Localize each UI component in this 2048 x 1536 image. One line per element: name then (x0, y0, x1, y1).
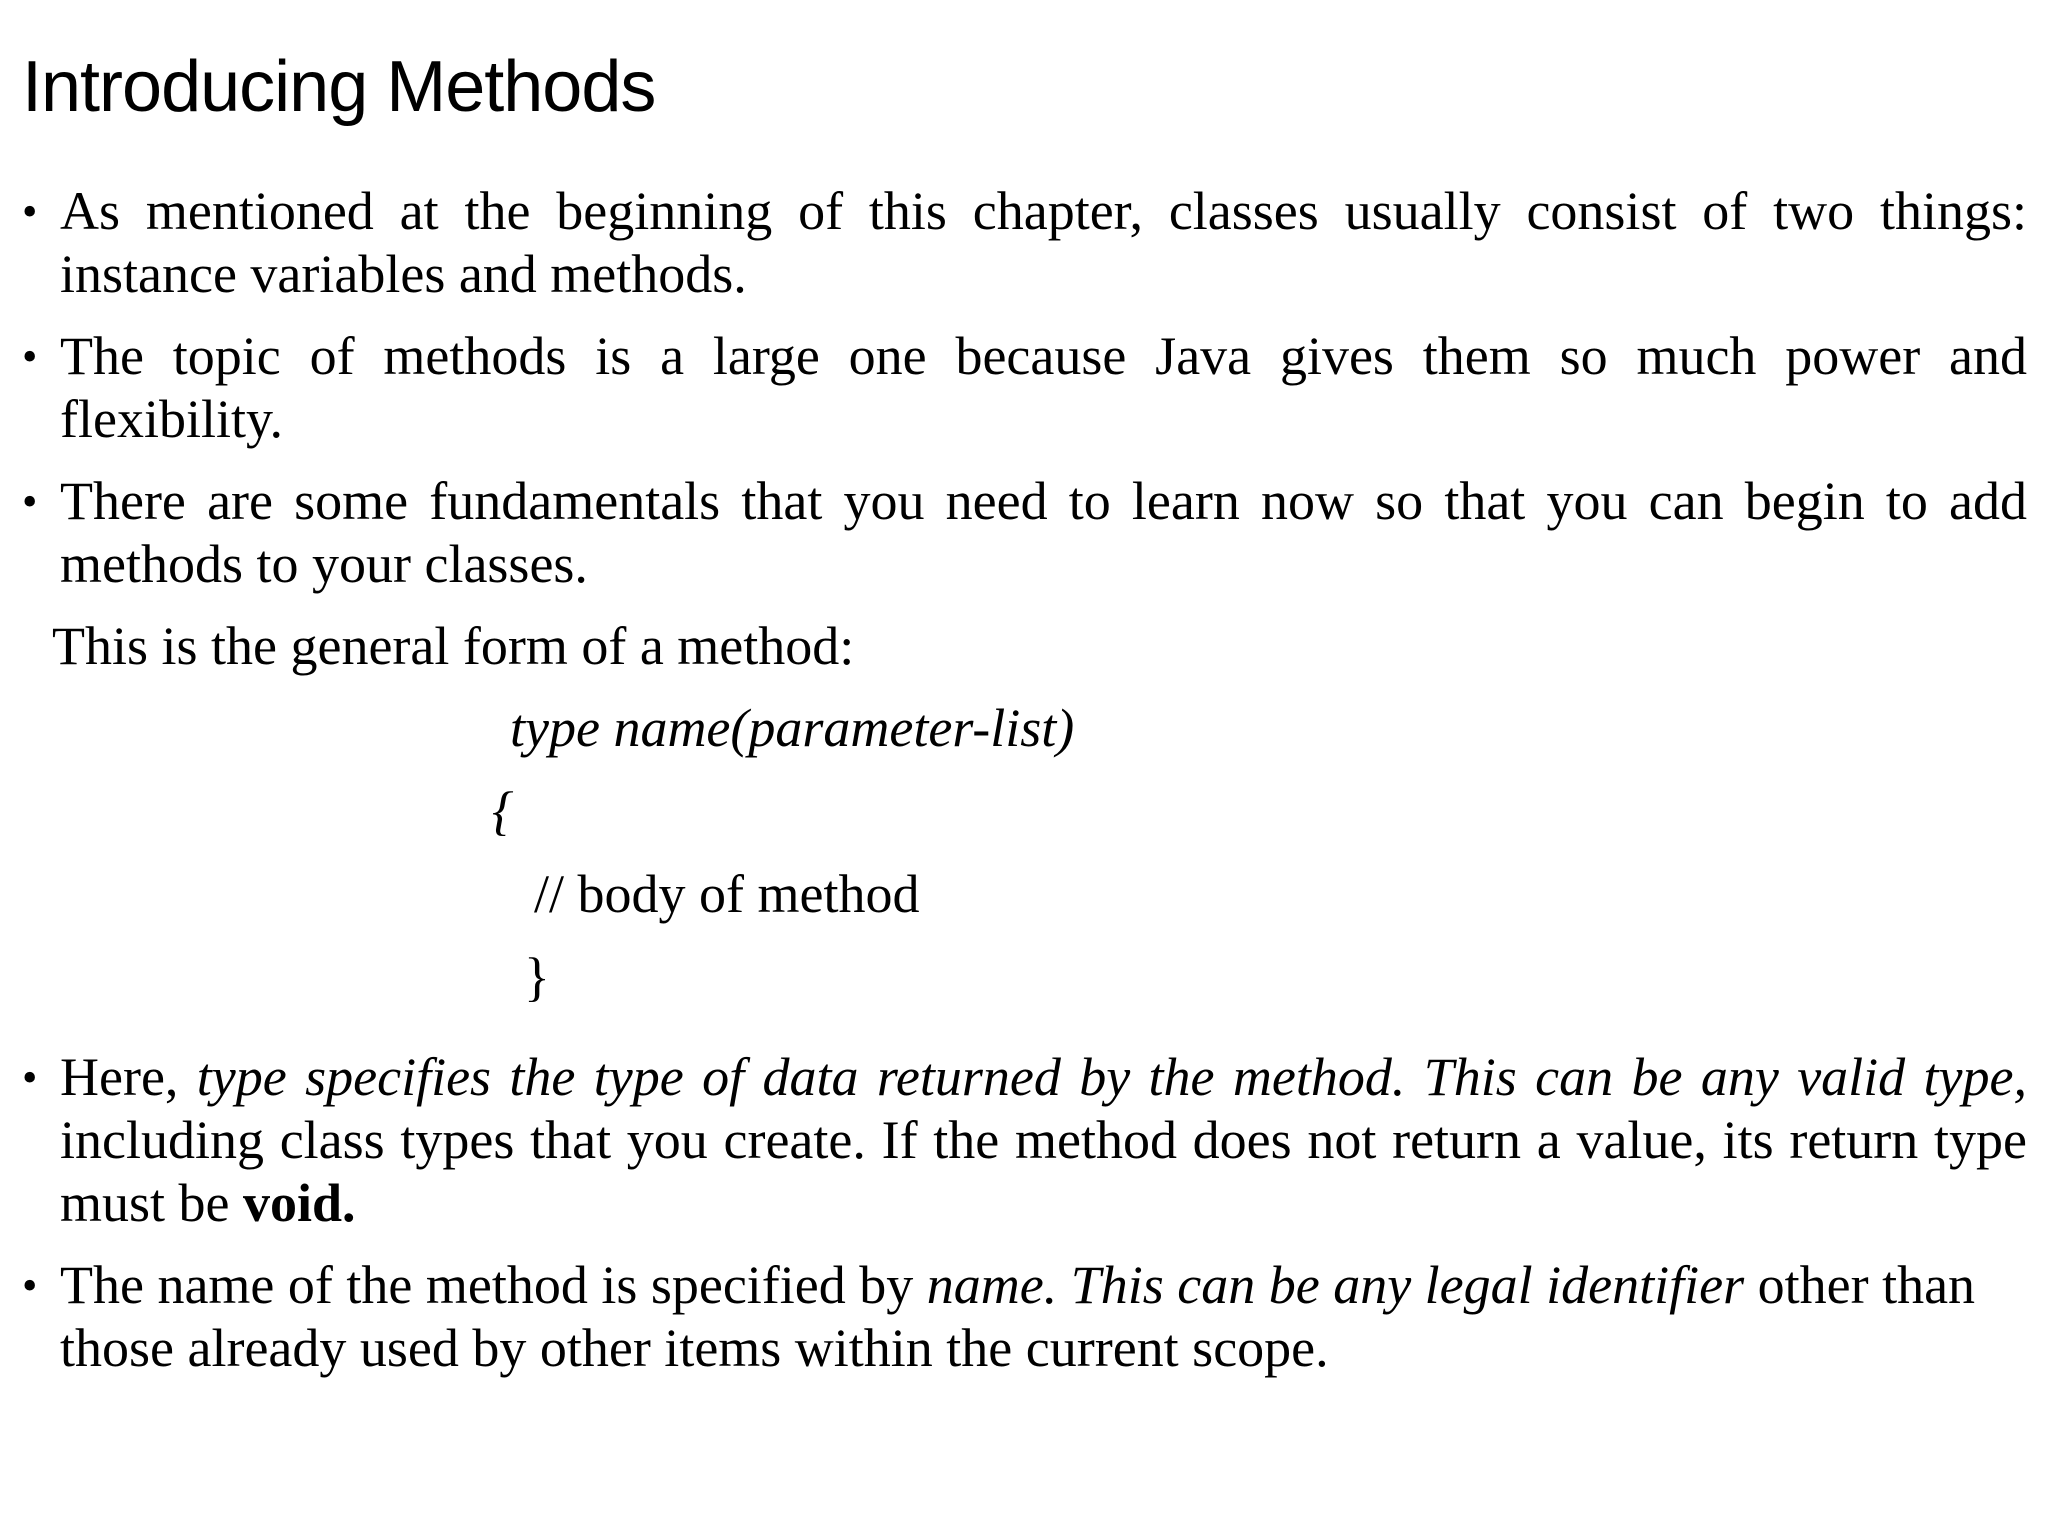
bullet-text: The topic of methods is a large one because Java gives them so much power and flexibility. (60, 326, 2027, 449)
bullet-dot-icon: • (22, 1053, 38, 1102)
bullet-dot-icon: • (22, 1261, 38, 1310)
bullet-item (22, 470, 2027, 596)
bullet-text-part: Here, (60, 1047, 197, 1107)
bullet-text-part: including class types that you create. If the method does not return a value, its return type must be (60, 1110, 2027, 1233)
bullet-dot-icon: • (22, 332, 38, 381)
code-body-comment: // body of method (534, 864, 920, 924)
slide-title: Introducing Methods (22, 47, 656, 127)
method-form-code (22, 697, 2027, 1027)
bullet-item (22, 180, 2027, 306)
code-close-brace: } (524, 947, 550, 1007)
bullet-item-name (22, 1254, 2027, 1380)
bullet-text-italic: type specifies the type of data returned by the method. This can be any valid type, (196, 1047, 2027, 1107)
bullet-text: There are some fundamentals that you need to learn now so that you can begin to add methods to your classes. (60, 471, 2027, 594)
bullet-text-part: The name of the method is specified by (60, 1255, 927, 1315)
bullet-text-italic: name. This can be any legal identifier (926, 1255, 1745, 1315)
code-signature: type name(parameter-list) (510, 698, 1075, 758)
bullet-dot-icon: • (22, 477, 38, 526)
bullet-text-part: other than those already used by other items within the current scope. (60, 1255, 1976, 1378)
slide-body (22, 180, 2027, 1399)
bullet-dot-icon: • (22, 187, 38, 236)
bullet-text: As mentioned at the beginning of this chapter, classes usually consist of two things: instance variables and methods. (60, 181, 2027, 304)
void-keyword: void. (243, 1173, 356, 1233)
bullet-item (22, 325, 2027, 451)
general-form-intro: This is the general form of a method: (52, 616, 855, 676)
bullet-item-type (22, 1046, 2027, 1235)
code-open-brace: { (492, 781, 514, 841)
